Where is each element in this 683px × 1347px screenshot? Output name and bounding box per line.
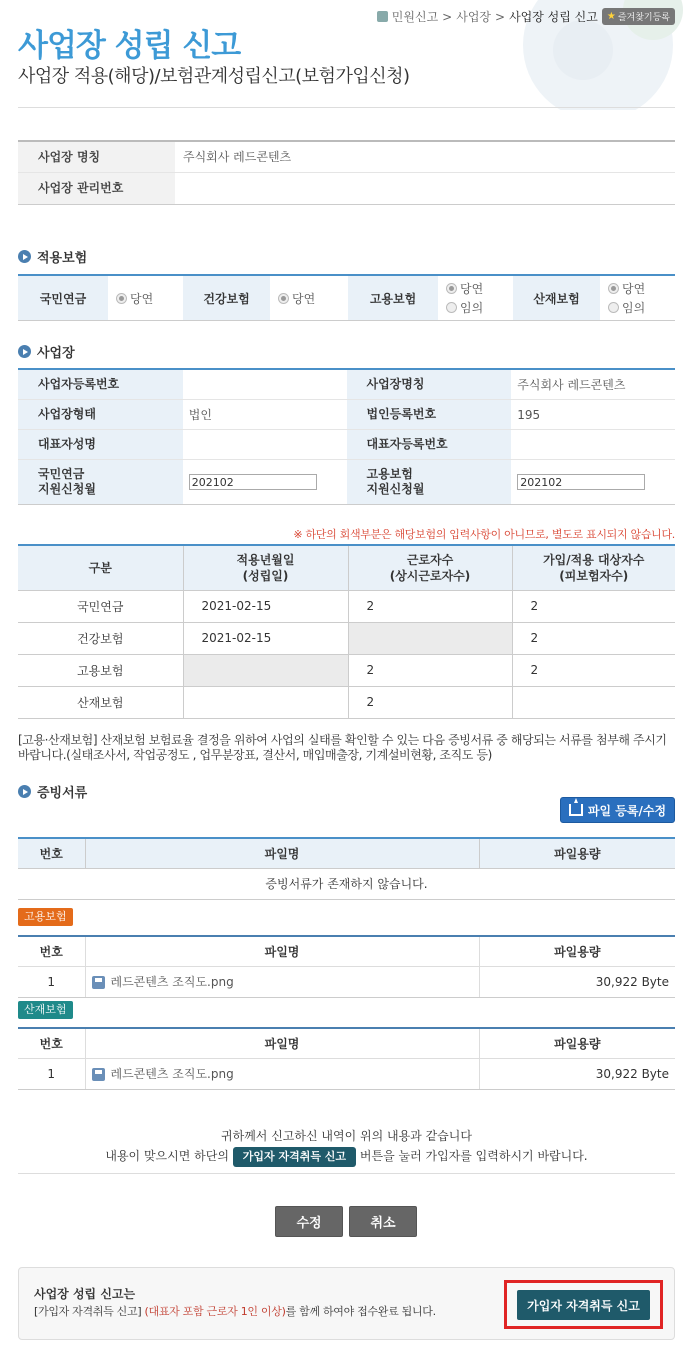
radio-group[interactable]: 당연 bbox=[108, 276, 183, 320]
column-header: 번호 bbox=[18, 936, 85, 966]
insurance-table bbox=[18, 274, 675, 321]
qualification-acquisition-button[interactable]: 가입자 자격취득 신고 bbox=[517, 1290, 650, 1320]
bottom-notice: 사업장 성립 신고는 [가입자 자격취득 신고] (대표자 포함 근로자 1인 이상)를 함께 하여야 접수완료 됩니다. 가입자 자격취득 신고 bbox=[18, 1267, 675, 1340]
label: 대표자등록번호 bbox=[347, 430, 512, 459]
industrial-tag: 산재보험 bbox=[18, 1001, 73, 1019]
workplace-table bbox=[18, 368, 675, 505]
docs-table bbox=[18, 837, 675, 900]
star-icon: ★ bbox=[606, 11, 616, 22]
section-heading: 적용보험 bbox=[18, 247, 87, 266]
breadcrumb-item[interactable]: 민원신고 bbox=[391, 10, 439, 24]
radio[interactable] bbox=[608, 302, 619, 313]
apply-table bbox=[18, 544, 675, 719]
breadcrumb-item[interactable]: 사업장 bbox=[456, 10, 492, 24]
breadcrumb-current: 사업장 성립 신고 bbox=[509, 10, 598, 24]
section-heading: 증빙서류 bbox=[18, 782, 87, 801]
file-link[interactable]: 레드콘텐츠 조직도.png bbox=[85, 966, 479, 997]
notice-text: ※ 하단의 회색부분은 해당보험의 입력사항이 아니므로, 별도로 표시되지 않습니다. bbox=[293, 528, 675, 541]
value: 법인 bbox=[188, 408, 212, 422]
column-header: 파일용량 bbox=[479, 838, 675, 868]
value: 주식회사 레드콘텐츠 bbox=[183, 150, 292, 164]
divider bbox=[18, 107, 675, 108]
section-heading: 사업장 bbox=[18, 342, 75, 361]
radio[interactable] bbox=[446, 283, 457, 294]
bullet-icon bbox=[18, 250, 31, 263]
label: 국민연금 지원신청월 bbox=[18, 460, 183, 504]
employment-month-input[interactable] bbox=[517, 474, 645, 490]
label: 사업장 관리번호 bbox=[18, 173, 175, 204]
label: 고용보험 지원신청월 bbox=[347, 460, 512, 504]
value bbox=[511, 430, 675, 459]
table-row: 건강보험 2021-02-15 2 bbox=[18, 622, 675, 654]
label: 사업자등록번호 bbox=[18, 370, 183, 399]
breadcrumb: 민원신고 > 사업장 > 사업장 성립 신고 ★ 즐겨찾기등록 bbox=[377, 8, 675, 25]
column-header: 파일용량 bbox=[479, 936, 675, 966]
label: 건강보험 bbox=[183, 276, 270, 320]
value: 주식회사 레드콘텐츠 bbox=[517, 378, 626, 392]
value bbox=[183, 430, 347, 459]
confirm-message: 귀하께서 신고하신 내역이 위의 내용과 같습니다 내용이 맞으시면 하단의 가입자 자격취득 신고 버튼을 눌러 가입자를 입력하시기 바랍니다. bbox=[18, 1110, 675, 1174]
file-icon bbox=[92, 976, 105, 989]
label: 사업장 명칭 bbox=[18, 142, 175, 172]
favorite-button[interactable]: ★ 즐겨찾기등록 bbox=[602, 8, 675, 25]
table-row: 산재보험 2 bbox=[18, 686, 675, 718]
label: 산재보험 bbox=[513, 276, 600, 320]
table-row: 1 레드콘텐츠 조직도.png 30,922 Byte bbox=[18, 1058, 675, 1089]
column-header: 번호 bbox=[18, 1028, 85, 1058]
upload-icon bbox=[569, 804, 583, 816]
column-header: 근로자수 (상시근로자수) bbox=[348, 545, 512, 590]
value bbox=[183, 370, 347, 399]
inline-qualification-button: 가입자 자격취득 신고 bbox=[233, 1147, 356, 1167]
radio-group[interactable]: 당연 임의 bbox=[600, 276, 675, 320]
highlight-box bbox=[504, 1280, 663, 1329]
edit-button[interactable]: 수정 bbox=[275, 1206, 343, 1237]
column-header: 파일명 bbox=[85, 936, 479, 966]
description-text: [고용·산재보험] 산재보험 보험료율 결정을 위하여 사업의 실태를 확인할 수 있는 다음 증빙서류 중 해당되는 서류를 첨부해 주시기 바랍니다.(실태조사서, 작업공정도 , 업무분장표, 결산서, 매입매출장, 기계설비현황, 조직도 등) bbox=[18, 733, 667, 762]
radio-group[interactable]: 당연 bbox=[270, 276, 348, 320]
table-row: 국민연금 2021-02-15 2 2 bbox=[18, 590, 675, 622]
industrial-docs-table bbox=[18, 1027, 675, 1090]
employment-docs-table bbox=[18, 935, 675, 998]
file-icon bbox=[92, 1068, 105, 1081]
label: 고용보험 bbox=[348, 276, 438, 320]
bullet-icon bbox=[18, 345, 31, 358]
label: 법인등록번호 bbox=[347, 400, 512, 429]
label: 국민연금 bbox=[18, 276, 108, 320]
page-title: 사업장 성립 신고 bbox=[18, 28, 241, 64]
column-header: 파일명 bbox=[85, 1028, 479, 1058]
value: 195 bbox=[517, 407, 541, 422]
column-header: 파일용량 bbox=[479, 1028, 675, 1058]
radio[interactable] bbox=[446, 302, 457, 313]
bullet-icon bbox=[18, 785, 31, 798]
table-row: 고용보험 2 2 bbox=[18, 654, 675, 686]
radio[interactable] bbox=[278, 293, 289, 304]
business-info-table bbox=[18, 140, 675, 205]
column-header: 번호 bbox=[18, 838, 85, 868]
column-header: 가입/적용 대상자수 (피보험자수) bbox=[512, 545, 675, 590]
employment-tag: 고용보험 bbox=[18, 908, 73, 926]
column-header: 파일명 bbox=[85, 838, 479, 868]
label: 사업장명칭 bbox=[347, 370, 512, 399]
radio[interactable] bbox=[608, 283, 619, 294]
empty-message: 증빙서류가 존재하지 않습니다. bbox=[18, 868, 675, 899]
table-row: 1 레드콘텐츠 조직도.png 30,922 Byte bbox=[18, 966, 675, 997]
file-upload-button[interactable]: 파일 등록/수정 bbox=[560, 797, 675, 823]
radio-group[interactable]: 당연 임의 bbox=[438, 276, 513, 320]
label: 사업장형태 bbox=[18, 400, 183, 429]
column-header: 구분 bbox=[18, 545, 183, 590]
column-header: 적용년월일 (성립일) bbox=[183, 545, 348, 590]
pension-month-input[interactable] bbox=[189, 474, 317, 490]
value bbox=[175, 173, 183, 204]
home-icon[interactable] bbox=[377, 11, 388, 22]
radio[interactable] bbox=[116, 293, 127, 304]
file-link[interactable]: 레드콘텐츠 조직도.png bbox=[85, 1058, 479, 1089]
page-subtitle: 사업장 적용(해당)/보험관계성립신고(보험가입신청) bbox=[18, 66, 410, 87]
label: 대표자성명 bbox=[18, 430, 183, 459]
cancel-button[interactable]: 취소 bbox=[349, 1206, 417, 1237]
